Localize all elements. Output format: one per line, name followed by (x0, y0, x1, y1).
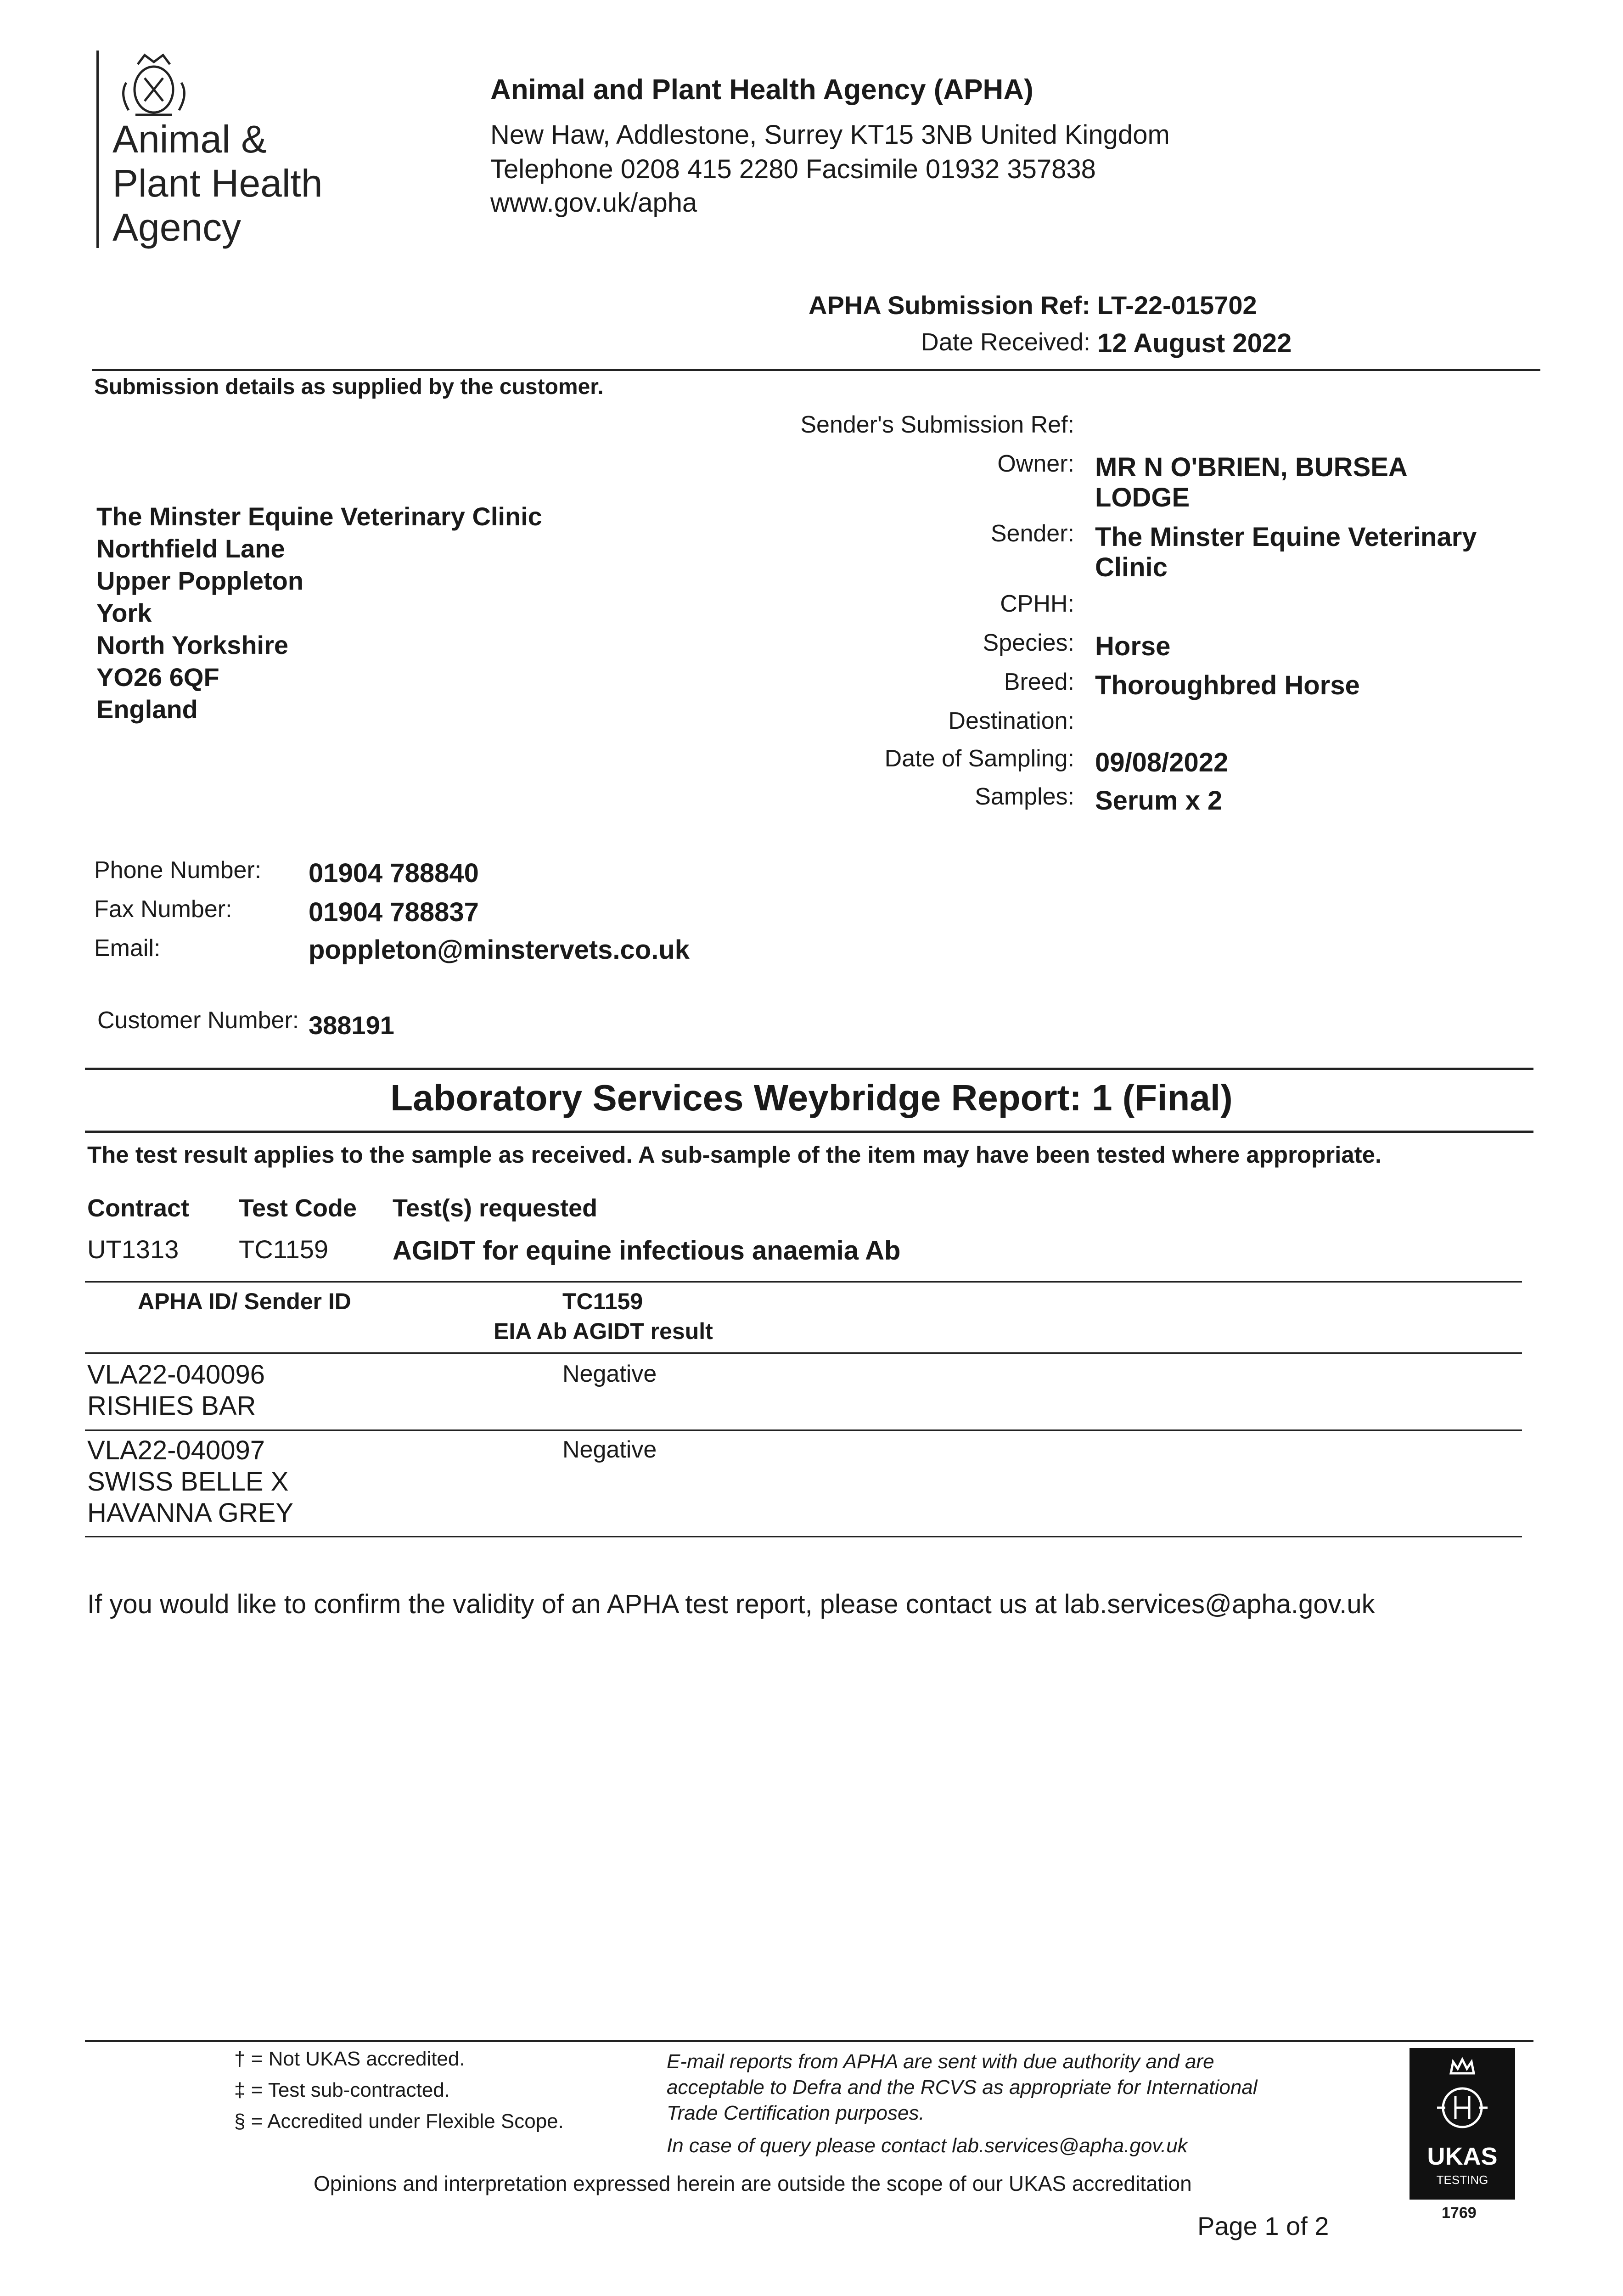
report-top-rule (85, 1068, 1533, 1070)
owner-value (1095, 452, 1408, 513)
email-note-line: E-mail reports from APHA are sent with due authority and are (667, 2050, 1214, 2073)
logo-divider (96, 51, 99, 248)
agency-name: Animal and Plant Health Agency (APHA) (490, 74, 1033, 106)
email-note-line: Trade Certification purposes. (667, 2102, 925, 2124)
agency-address: New Haw, Addlestone, Surrey KT15 3NB United Kingdom (490, 120, 1170, 150)
ukas-testing-text: TESTING (1436, 2173, 1488, 2187)
date-received-label: Date Received: (921, 328, 1090, 356)
tests-requested-value: AGIDT for equine infectious anaemia Ab (393, 1236, 901, 1266)
owner-label: Owner: (997, 450, 1074, 477)
sender-line: Clinic (1095, 552, 1168, 582)
sender-id: SWISS BELLE X (87, 1467, 289, 1497)
address-line: YO26 6QF (96, 663, 219, 692)
results-bottom-rule (85, 1536, 1522, 1537)
address-line: Upper Poppleton (96, 566, 304, 595)
logo-text-line: Animal & (112, 118, 267, 161)
email-note-line: acceptable to Defra and the RCVS as appropriate for International (667, 2076, 1258, 2099)
results-header-test: EIA Ab AGIDT result (494, 1318, 713, 1344)
royal-crest-icon (112, 51, 195, 119)
result-value: Negative (562, 1361, 657, 1387)
key-line: § = Accredited under Flexible Scope. (234, 2110, 564, 2133)
logo-text-line: Plant Health (112, 162, 323, 205)
email-report-note (667, 2049, 1258, 2126)
submission-note: Submission details as supplied by the customer. (94, 375, 604, 399)
results-header-id: APHA ID/ Sender ID (138, 1289, 351, 1314)
footer-key (234, 2043, 564, 2137)
report-title: Laboratory Services Weybridge Report: 1 (Final) (390, 1077, 1233, 1118)
owner-line: MR N O'BRIEN, BURSEA (1095, 452, 1408, 482)
contract-value: UT1313 (87, 1235, 179, 1264)
address-line: York (96, 598, 152, 627)
logo-text-line: Agency (112, 206, 241, 249)
agency-phone-fax: Telephone 0208 415 2280 Facsimile 01932 357838 (490, 154, 1096, 184)
sender-id: RISHIES BAR (87, 1391, 256, 1421)
fax-value: 01904 788837 (309, 897, 479, 927)
result-value: Negative (562, 1436, 657, 1463)
validity-note: If you would like to confirm the validity of an APHA test report, please contact us at lab.services@apha.gov.uk (87, 1589, 1375, 1619)
test-code-value: TC1159 (239, 1235, 329, 1264)
sender-value (1095, 522, 1477, 583)
query-note: In case of query please contact lab.services@apha.gov.uk (667, 2134, 1188, 2157)
ukas-text: UKAS (1427, 2143, 1498, 2170)
email-label: Email: (94, 935, 161, 962)
ukas-badge (1410, 2048, 1515, 2200)
submission-ref-label: APHA Submission Ref: (809, 291, 1090, 320)
ukas-number: 1769 (1442, 2204, 1477, 2222)
row-divider (85, 1429, 1522, 1431)
key-line: † = Not UKAS accredited. (234, 2048, 465, 2070)
logo-text (112, 117, 323, 249)
email-value[interactable]: poppleton@minstervets.co.uk (309, 935, 690, 965)
footer-rule (85, 2040, 1533, 2042)
apha-id: VLA22-040097 (87, 1435, 265, 1465)
samples-label: Samples: (975, 783, 1074, 810)
key-line: ‡ = Test sub-contracted. (234, 2079, 450, 2101)
sampling-date-value: 09/08/2022 (1095, 748, 1229, 777)
address-line: The Minster Equine Veterinary Clinic (96, 502, 542, 531)
owner-line: LODGE (1095, 483, 1190, 512)
sender-ref-label: Sender's Submission Ref: (800, 411, 1074, 438)
phone-label: Phone Number: (94, 857, 262, 884)
agency-website[interactable]: www.gov.uk/apha (490, 188, 697, 218)
results-top-rule (85, 1281, 1522, 1283)
results-header-code: TC1159 (562, 1289, 643, 1314)
report-title-rule (85, 1131, 1533, 1133)
tests-requested-header: Test(s) requested (393, 1194, 598, 1222)
breed-label: Breed: (1004, 669, 1074, 695)
sender-label: Sender: (990, 520, 1074, 547)
address-line: Northfield Lane (96, 534, 285, 563)
fax-label: Fax Number: (94, 896, 232, 923)
table-row (87, 1359, 265, 1422)
sender-line: The Minster Equine Veterinary (1095, 522, 1477, 552)
date-received-value: 12 August 2022 (1097, 328, 1292, 358)
ukas-crown-icon (1410, 2048, 1515, 2140)
customer-number-label: Customer Number: (97, 1007, 299, 1034)
test-code-header: Test Code (239, 1194, 357, 1222)
samples-value: Serum x 2 (1095, 786, 1223, 816)
sender-id: HAVANNA GREY (87, 1498, 294, 1528)
report-disclaimer: The test result applies to the sample as received. A sub-sample of the item may have been tested where appropriate. (87, 1142, 1382, 1168)
address-line: North Yorkshire (96, 630, 289, 659)
customer-address (96, 501, 542, 726)
address-line: England (96, 695, 198, 724)
sampling-date-label: Date of Sampling: (884, 745, 1074, 772)
results-header-rule (85, 1352, 1522, 1354)
customer-number-value: 388191 (309, 1011, 394, 1040)
page-number: Page 1 of 2 (1197, 2212, 1329, 2240)
opinions-note: Opinions and interpretation expressed herein are outside the scope of our UKAS accreditation (314, 2172, 1192, 2195)
contract-header: Contract (87, 1194, 190, 1222)
phone-value: 01904 788840 (309, 858, 479, 888)
apha-id: VLA22-040096 (87, 1360, 265, 1390)
breed-value: Thoroughbred Horse (1095, 670, 1360, 700)
cphh-label: CPHH: (1000, 591, 1074, 617)
species-label: Species: (983, 630, 1074, 656)
destination-label: Destination: (948, 708, 1074, 734)
species-value: Horse (1095, 631, 1171, 661)
table-row (87, 1435, 293, 1529)
header-rule (92, 369, 1540, 371)
submission-ref-value: LT-22-015702 (1097, 291, 1257, 320)
